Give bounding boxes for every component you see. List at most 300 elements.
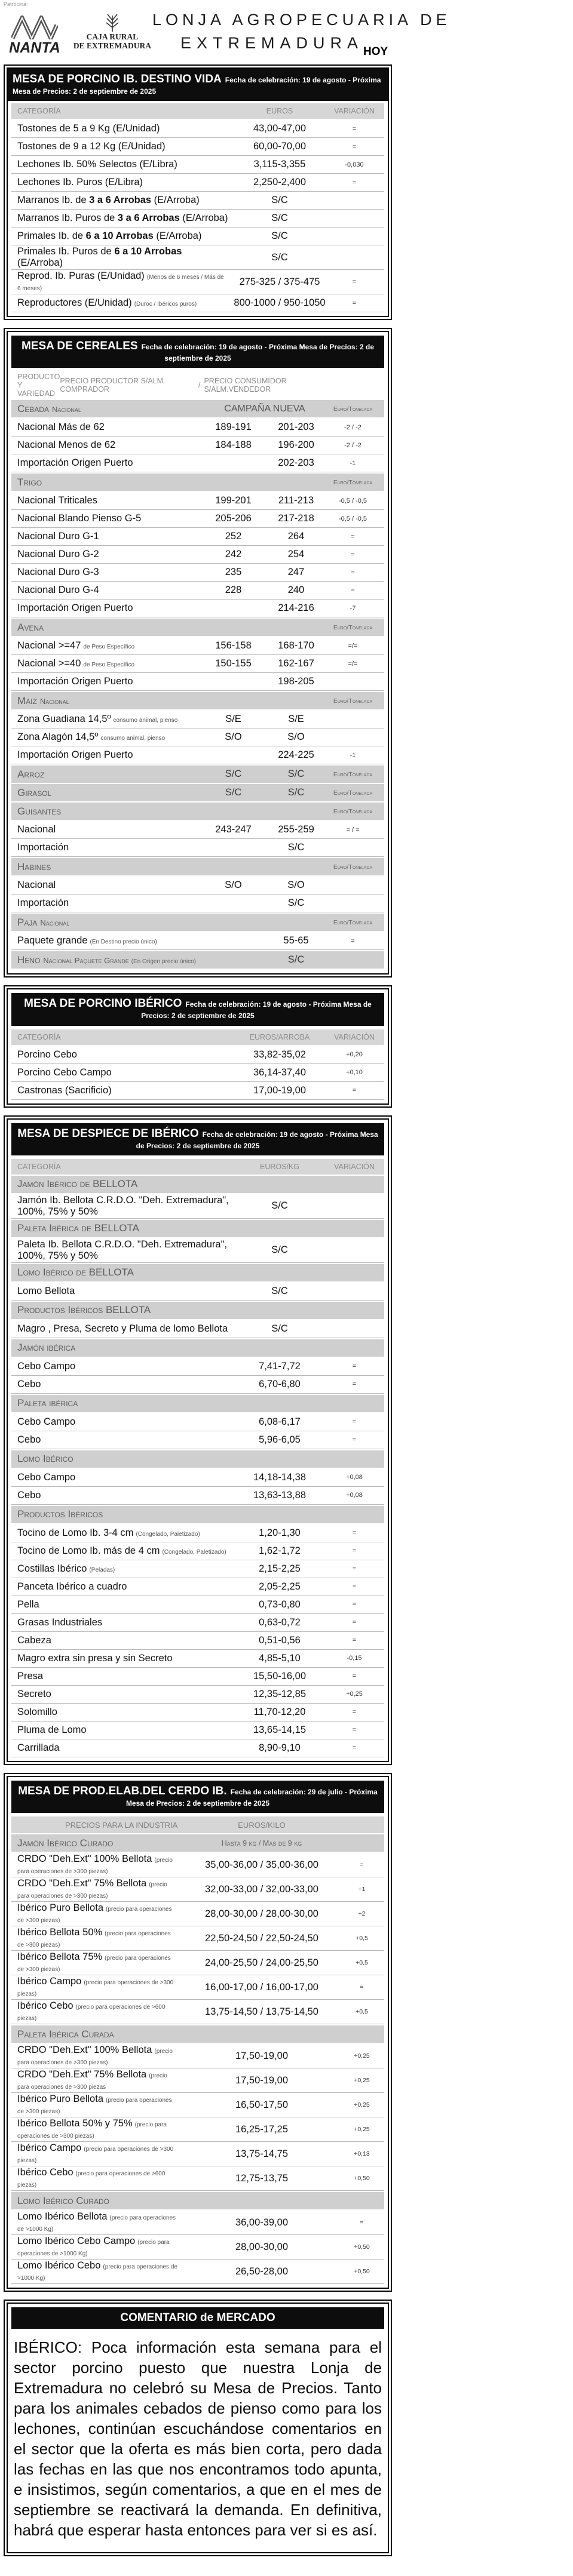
row-label-text: Ibérico Bellota 50% y 75% — [17, 2118, 133, 2129]
row-label — [17, 1563, 229, 1575]
producer-price-value: S/E — [225, 714, 241, 725]
price-value: 13,75-14,75 — [235, 2148, 289, 2159]
variation-value: = — [352, 1087, 357, 1095]
row-label-text: CRDO "Deh.Ext" 100% Bellota — [17, 1853, 152, 1865]
section-header — [11, 784, 384, 801]
table-title: MESA DE PROD.ELAB.DEL CERDO IB. — [18, 1784, 227, 1797]
variation-value: = — [360, 1861, 364, 1869]
row-label-text: Nacional Más de 62 — [17, 422, 105, 433]
table-title: COMENTARIO de MERCADO — [120, 2311, 275, 2325]
table-row — [11, 2093, 384, 2117]
variation-value: +0,25 — [354, 2052, 370, 2060]
row-label — [17, 1742, 229, 1754]
table-row — [11, 1064, 384, 1082]
row-label-text: Primales Ib. Puros de 6 a 10 Arrobas (E/Arroba) — [17, 246, 182, 269]
col-header-categoria: CATEGORÍA — [17, 1162, 61, 1171]
variation-value: -0,15 — [347, 1655, 362, 1662]
row-label — [17, 1671, 229, 1682]
table-row — [11, 245, 384, 270]
row-label — [17, 195, 229, 206]
section-name: Habines — [17, 860, 51, 872]
price-value: 13,63-13,88 — [253, 1489, 307, 1501]
table-row — [11, 1320, 384, 1338]
col-header-variacion: VARIACIÓN — [334, 1162, 375, 1171]
section-header — [11, 951, 384, 969]
industry-unit-label: EUROS/KILO — [238, 1820, 286, 1830]
variation-value: = — [352, 299, 357, 307]
table-row — [11, 1238, 384, 1263]
table-row — [11, 210, 384, 228]
price-value: 11,70-12,20 — [253, 1706, 306, 1717]
section-name: Arroz — [17, 768, 45, 780]
table-row — [11, 174, 384, 192]
table-row — [11, 932, 384, 950]
section-note: (En Origen precio único) — [131, 958, 197, 965]
consumer-price-value: 264 — [287, 531, 305, 542]
producer-price-value: 252 — [225, 531, 242, 542]
table-row — [11, 637, 384, 655]
table-row — [11, 1376, 384, 1394]
table-row — [11, 419, 384, 436]
table-row — [11, 2068, 384, 2093]
row-label-text: Solomillo — [17, 1706, 57, 1717]
variation-value: = — [352, 1708, 357, 1716]
row-label-text: Zona Guadiana 14,5º — [17, 714, 111, 725]
row-note: (Menos de 6 meses / Más de 6 meses) — [17, 274, 224, 293]
row-label — [17, 1724, 229, 1736]
section-unit: Euro/Tonelada — [333, 807, 373, 815]
section-name: Guisantes — [17, 805, 62, 817]
price-value: 0,73-0,80 — [259, 1599, 301, 1610]
row-label — [17, 640, 202, 651]
variation-value: =/= — [348, 642, 358, 650]
consumer-price-value: S/O — [287, 731, 305, 743]
producer-price-value: 189-191 — [215, 422, 252, 433]
table-row — [11, 120, 384, 138]
price-value: 16,25-17,25 — [235, 2123, 289, 2135]
variation-value: = — [352, 1726, 357, 1734]
row-label — [17, 1195, 229, 1218]
table-row — [11, 294, 384, 312]
row-label — [17, 1707, 229, 1718]
row-label-text: Importación — [17, 897, 69, 909]
table-row — [11, 1722, 384, 1739]
section-name: Paleta ibérica — [17, 1397, 78, 1409]
price-value: 6,08-6,17 — [259, 1416, 301, 1427]
row-label — [17, 1527, 229, 1539]
price-value: 17,50-19,00 — [235, 2050, 289, 2061]
table-row — [11, 839, 384, 857]
variation-value: = — [352, 1565, 357, 1573]
section-name: Productos Ibéricos BELLOTA — [17, 1304, 151, 1316]
row-note: (precio para operaciones de >300 piezas) — [17, 2122, 167, 2140]
patrocina-label: Patrocina: — [4, 1, 28, 7]
section-campaign-label: CAMPAÑA NUEVA — [224, 403, 305, 414]
col-header-variacion: VARIACIÓN — [334, 107, 375, 116]
col-header-variacion: VARIACIÓN — [334, 1032, 375, 1041]
row-note: (precio para operaciones de >300 piezas) — [17, 1882, 167, 1900]
section-header-left — [17, 695, 202, 707]
row-label-text: Tocino de Lomo Ib. más de 4 cm — [17, 1545, 160, 1556]
table-row — [11, 1853, 384, 1877]
variation-value: = — [360, 1984, 364, 1991]
col-header-euros: EUROS — [266, 107, 293, 116]
price-value: 36,14-37,40 — [253, 1066, 307, 1078]
masthead — [0, 0, 573, 61]
table-row — [11, 1686, 384, 1704]
row-label-text: Nacional >=47 — [17, 640, 81, 651]
page-title-line2: EXTREMADURA — [180, 34, 364, 52]
row-label — [17, 531, 202, 542]
table-title-bar — [11, 2307, 384, 2329]
price-value: S/C — [271, 251, 288, 263]
table-row — [11, 1614, 384, 1632]
row-label — [17, 676, 202, 687]
row-label — [17, 1689, 229, 1700]
row-note: de Peso Específico — [83, 644, 135, 651]
row-label-text: Cebo Campo — [17, 1416, 76, 1427]
price-value: 15,50-16,00 — [253, 1670, 307, 1682]
section-subname: Nacional Paquete Grande — [43, 955, 129, 965]
section-producer-value: S/C — [225, 787, 242, 798]
row-label — [17, 714, 202, 725]
section-header — [11, 1220, 384, 1237]
section-header-left — [17, 477, 202, 488]
price-value: 0,63-0,72 — [259, 1616, 301, 1628]
price-value: 275-325 / 375-475 — [239, 276, 320, 287]
consumer-price-value: 214-216 — [278, 602, 314, 614]
row-label-text: Presa — [17, 1670, 44, 1682]
section-consumer-value: S/C — [287, 787, 305, 798]
table-row — [11, 600, 384, 617]
table-row — [11, 894, 384, 912]
row-label — [17, 549, 202, 560]
section-header-left — [17, 917, 202, 929]
row-label-text: Porcino Cebo Campo — [17, 1066, 112, 1078]
row-label — [17, 567, 202, 578]
consumer-price-value: 224-225 — [278, 749, 314, 761]
row-label — [17, 2094, 178, 2116]
section-header — [11, 1339, 384, 1357]
row-label — [17, 1599, 229, 1610]
producer-price-value: 199-201 — [215, 495, 252, 506]
row-label — [17, 1490, 229, 1501]
row-label-text: Magro extra sin presa y sin Secreto — [17, 1652, 173, 1664]
nanta-logo-text: NANTA — [9, 39, 60, 56]
row-label — [17, 1416, 229, 1428]
variation-value: = — [352, 1363, 357, 1370]
section-unit: Euro/Tonelada — [333, 863, 373, 871]
row-label-text: Importación Origen Puerto — [17, 457, 133, 469]
row-label-text: Tocino de Lomo Ib. 3-4 cm — [17, 1527, 134, 1538]
consumer-price-value: 196-200 — [278, 439, 314, 451]
producer-price-value: 184-188 — [215, 439, 252, 451]
row-note: (precio para operaciones de >600 piezas) — [17, 2171, 166, 2189]
table-row — [11, 2235, 384, 2260]
row-label — [17, 2000, 178, 2023]
section-header — [11, 1264, 384, 1281]
row-note: (precio para operaciones de >300 piezas) — [17, 1906, 172, 1925]
row-label — [17, 230, 229, 242]
price-value: 1,62-1,72 — [259, 1545, 301, 1556]
table-row — [11, 1046, 384, 1064]
row-label — [17, 1927, 178, 1950]
section-header-left — [17, 1397, 378, 1409]
table-row — [11, 746, 384, 764]
row-label — [17, 1286, 229, 1297]
row-label-text: Ibérico Campo — [17, 2142, 82, 2154]
section-header-left — [17, 1453, 378, 1465]
price-value: 28,00-30,00 / 28,00-30,00 — [205, 1908, 318, 1919]
section-name: Jamón Ibérico de BELLOTA — [17, 1178, 138, 1190]
variation-value: +0,25 — [354, 2126, 370, 2134]
table-row — [11, 138, 384, 156]
row-label-text: Ibérico Puro Bellota — [17, 1902, 103, 1914]
table-row — [11, 1082, 384, 1100]
variation-value: +0,50 — [354, 2175, 370, 2182]
row-label — [17, 1635, 229, 1646]
caja-rural-logo — [71, 12, 154, 50]
table-title-bar — [11, 336, 384, 368]
table-row — [11, 1951, 384, 1975]
section-header-left — [17, 1267, 378, 1278]
col-header-consumidor: PRECIO CONSUMIDOR S/ALM.VENDEDOR — [204, 377, 287, 394]
row-note: (precio para operaciones de >1000 Kg) — [17, 2264, 177, 2282]
row-label-text: Ibérico Cebo — [17, 2000, 73, 2012]
consumer-price-value: 168-170 — [278, 640, 314, 651]
variation-value: = — [351, 533, 355, 540]
section-name: Jamón Ibérico Curado — [17, 1837, 114, 1849]
row-label-text: Primales Ib. de 6 a 10 Arrobas (E/Arroba) — [17, 230, 202, 242]
price-value: 1,20-1,30 — [259, 1527, 301, 1538]
table-row — [11, 728, 384, 746]
price-value: 3,115-3,355 — [253, 159, 306, 170]
section-name: Lomo Ibérico de BELLOTA — [17, 1267, 134, 1278]
price-value: S/C — [271, 1323, 288, 1334]
col-header-categoria: CATEGORÍA — [17, 1032, 61, 1041]
row-label — [17, 213, 229, 224]
table-subtitle: Fecha de celebración: 19 de agosto - Próxima Mesa de Precios: 2 de septiembre de 2025 — [141, 343, 375, 363]
table-row — [11, 1975, 384, 2000]
table-subtitle: Fecha de celebración: 29 de julio - Próxima Mesa de Precios: 2 de septiembre de 2025 — [125, 1787, 378, 1807]
price-value: 5,96-6,05 — [259, 1434, 301, 1445]
row-label-text: Lomo Ibérico Cebo Campo — [17, 2236, 136, 2247]
row-label-text: Nacional Duro G-2 — [17, 549, 99, 560]
price-value: 4,85-5,10 — [259, 1652, 301, 1664]
row-note: de Peso Específico — [83, 662, 135, 669]
row-label — [17, 935, 202, 946]
section-name: Paleta Ibérica Curada — [17, 2028, 114, 2040]
section-header — [11, 1395, 384, 1412]
row-note: consumo animal, pienso — [113, 717, 178, 724]
section-header-left — [17, 1837, 178, 1849]
variation-value: = — [352, 1418, 357, 1426]
consumer-price-value: 201-203 — [278, 422, 314, 433]
row-label — [17, 1976, 178, 1999]
section-unit: Euro/Tonelada — [333, 918, 373, 926]
variation-value: = — [352, 1547, 357, 1555]
section-subname: Nacional — [51, 404, 81, 414]
row-label — [17, 2142, 178, 2165]
producer-price-value: 156-158 — [215, 640, 252, 651]
variation-value: +0,5 — [356, 1935, 368, 1942]
row-label-text: Lechones Ib. 50% Selectos (E/Libra) — [17, 159, 177, 170]
section-header-left — [17, 1222, 378, 1234]
section-unit: Euro/Tonelada — [333, 405, 373, 413]
row-label — [17, 2045, 178, 2067]
consumer-price-value: 198-205 — [278, 676, 314, 687]
variation-value: = — [352, 1436, 357, 1444]
row-label — [17, 495, 202, 506]
table-row — [11, 1524, 384, 1542]
variation-value: +0,13 — [354, 2150, 370, 2158]
table-subtitle: Fecha de celebración: 19 de agosto - Próxima Mesa de Precios: 2 de septiembre de 2025 — [136, 1130, 378, 1150]
row-label — [17, 1085, 229, 1096]
section-header-left — [17, 954, 202, 966]
row-label-text: Cebo Campo — [17, 1471, 76, 1483]
table-row — [11, 454, 384, 472]
row-label — [17, 1853, 178, 1876]
row-label-text: Lechones Ib. Puros (E/Libra) — [17, 177, 143, 188]
variation-value: -2 / -2 — [344, 423, 361, 431]
col-header-prices — [60, 377, 334, 394]
table-row — [11, 1358, 384, 1376]
table-row — [11, 1542, 384, 1560]
page-title — [152, 11, 451, 53]
section-subname: Nacional — [39, 696, 69, 706]
price-value: S/C — [271, 230, 288, 242]
row-label — [17, 2236, 178, 2258]
table-row — [11, 1926, 384, 1951]
page-title-line1: LONJA AGROPECUARIA DE — [152, 11, 451, 29]
table-row — [11, 436, 384, 454]
market-comment-text: IBÉRICO: Poca información esta semana para el sector porcino puesto que nuestra Lonja de Extremadura no celebró su Mesa de Precios. Tanto para los animales cebados de pienso como para los lechones, continúan escuchándose comentarios en el sector que la oferta es más bien corta, pero dada las fechas en las que nos encontramos todo apunta, e insistimos, según comentarios, a que en el mes de septiembre se reactivará la demanda. En definitiva, habrá que esperar hasta entonces para ver si es así. — [14, 2338, 382, 2540]
variation-value: = — [351, 586, 355, 594]
section-consumer-value: S/C — [287, 954, 305, 966]
row-label-text: Paleta Ib. Bellota C.R.D.O. "Deh. Extremadura", 100%, 75% y 50% — [17, 1238, 228, 1261]
table-title-bar — [8, 69, 388, 101]
row-label — [17, 513, 202, 524]
variation-value: = — [352, 1744, 357, 1752]
table-despiece-iberico — [4, 1115, 392, 1765]
section-producer-value: S/C — [225, 769, 242, 780]
row-label — [17, 897, 202, 909]
row-note: (precio para operaciones de >1000 Kg) — [17, 2215, 176, 2233]
price-value: 8,90-9,10 — [259, 1742, 301, 1753]
table-row — [11, 2000, 384, 2024]
section-header-left — [17, 806, 202, 817]
variation-value: -1 — [350, 751, 356, 759]
row-label — [17, 1361, 229, 1372]
table-row — [11, 528, 384, 546]
row-note: (precio para operaciones de >300 piezas — [17, 2073, 167, 2091]
table-row — [11, 673, 384, 691]
row-label — [17, 842, 202, 853]
price-value: 16,50-17,50 — [235, 2099, 289, 2110]
consumer-price-value: 247 — [287, 567, 305, 578]
industry-header — [11, 1816, 384, 1833]
table-inner-porcino-destino-vida — [7, 67, 389, 317]
row-label — [17, 1581, 229, 1593]
col-header-producto: PRODUCTO Y VARIEDAD — [17, 373, 60, 398]
table-row — [11, 582, 384, 600]
row-note: (precio para operaciones de >600 piezas) — [17, 2004, 166, 2022]
row-label — [17, 880, 202, 891]
price-value: 35,00-36,00 / 35,00-36,00 — [205, 1859, 318, 1870]
section-weight-header: Hasta 9 kg / Mas de 9 kg — [221, 1839, 302, 1848]
variation-value: = — [352, 278, 357, 286]
table-title: MESA DE PORCINO IB. DESTINO VIDA — [13, 73, 222, 85]
variation-value: = — [352, 1583, 357, 1591]
section-name: Maiz — [17, 694, 37, 706]
table-row — [11, 1431, 384, 1449]
table-title: MESA DE CEREALES — [21, 340, 138, 353]
section-name: Productos Ibéricos — [17, 1508, 103, 1520]
row-label-text: Nacional — [17, 880, 56, 891]
section-consumer-value: S/C — [287, 769, 305, 780]
row-label-text: Porcino Cebo — [17, 1049, 77, 1060]
table-row — [11, 2117, 384, 2142]
table-title-bar — [11, 1781, 384, 1813]
row-label-text: Nacional Duro G-3 — [17, 567, 99, 578]
table-row — [11, 270, 384, 294]
row-note: (precio para operaciones de >300 piezas) — [17, 1955, 171, 1974]
section-unit: Euro/Tonelada — [333, 478, 373, 486]
row-label-text: CRDO "Deh.Ext" 100% Bellota — [17, 2045, 152, 2056]
row-label — [17, 1323, 229, 1335]
row-label-text: Importación Origen Puerto — [17, 676, 133, 687]
row-label — [17, 749, 202, 761]
row-note: (En Destino precio único) — [90, 939, 157, 946]
column-headers — [11, 371, 384, 399]
consumer-price-value: 55-65 — [283, 935, 309, 946]
column-headers — [11, 1159, 384, 1175]
variation-value: = — [352, 1619, 357, 1627]
section-header — [11, 1506, 384, 1523]
row-label-text: Nacional Menos de 62 — [17, 439, 116, 451]
table-inner-comentario-mercado — [7, 2303, 389, 2553]
row-label — [17, 824, 202, 835]
price-value: 26,50-28,00 — [235, 2265, 289, 2277]
table-inner-porcino-iberico — [7, 988, 389, 1104]
variation-value: = — [351, 937, 355, 945]
variation-value: = — [352, 1601, 357, 1609]
row-note: (precio para operaciones de >300 piezas) — [17, 1931, 171, 1949]
row-label-text: Ibérico Cebo — [17, 2167, 73, 2178]
consumer-price-value: 254 — [287, 549, 305, 560]
consumer-price-value: S/C — [287, 842, 305, 853]
table-row — [11, 1578, 384, 1596]
section-header — [11, 1834, 384, 1852]
table-prod-elab-cerdo — [4, 1773, 392, 2292]
table-row — [11, 1560, 384, 1578]
col-header-euros-kg: EUROS/KG — [260, 1162, 299, 1171]
section-header-left — [17, 1342, 378, 1354]
row-label-text: Nacional Blando Pienso G-5 — [17, 513, 142, 524]
row-label-text: Grasas Industriales — [17, 1616, 103, 1628]
row-note: (precio para operaciones de >300 piezas) — [17, 2097, 172, 2116]
row-label-text: Cebo — [17, 1434, 41, 1445]
row-label-text: Paquete grande — [17, 935, 88, 946]
table-row — [11, 1487, 384, 1505]
variation-value: +0,20 — [346, 1051, 363, 1059]
variation-value: = — [352, 1673, 357, 1680]
table-row — [11, 156, 384, 174]
variation-value: = — [352, 1529, 357, 1537]
table-row — [11, 877, 384, 894]
price-value: 14,18-14,38 — [253, 1471, 307, 1483]
row-label-text: Tostones de 9 a 12 Kg (E/Unidad) — [17, 141, 166, 152]
